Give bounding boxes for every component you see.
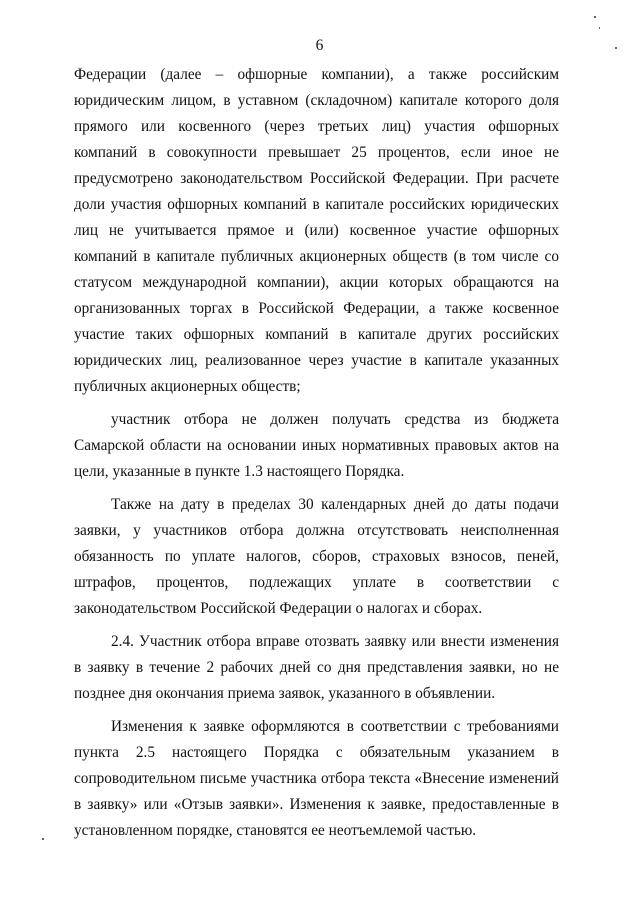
- scan-speck: [594, 16, 596, 18]
- paragraph-continuation: Федерации (далее – офшорные компании), а также российским юридическим лицом, в уставном (складочном) капитале которого доля прямого или косвенного (через третьих лиц) участия офшорных компаний в совокупности превышает 25 процентов, если иное не предусмотрено законодательством Российской Федерации. При расчете доли участия офшорных компаний в капитале российских юридических лиц не учитывается прямое и (или) косвенное участие офшорных компаний в капитале публичных акционерных обществ (в том числе со статусом международной компании), акции которых обращаются на организованных торгах в Российской Федерации, а также косвенное участие таких офшорных компаний в капитале других российских юридических лиц, реализованное через участие в капитале указанных публичных акционерных обществ;: [74, 66, 559, 395]
- scan-speck: [42, 838, 44, 840]
- paragraph-tax-obligations: Также на дату в пределах 30 календарных дней до даты подачи заявки, у участников отбора должна отсутствовать неисполненная обязанность по уплате налогов, сборов, страховых взносов, пеней, штрафов, процентов, подлежащих уплате в соответствии с законодательством Российской Федерации о налогах и сборах.: [74, 496, 559, 617]
- scan-speck: [599, 27, 600, 29]
- paragraph-2-4-withdraw-application: 2.4. Участник отбора вправе отозвать заявку или внести изменения в заявку в течение 2 рабочих дней со дня представления заявки, но не позднее дня окончания приема заявок, указанного в объявлении.: [74, 633, 559, 702]
- page-number: 6: [315, 37, 324, 54]
- document-body: [74, 62, 559, 851]
- paragraph-budget-condition: участник отбора не должен получать средства из бюджета Самарской области на основании иных нормативных правовых актов на цели, указанные в пункте 1.3 настоящего Порядка.: [74, 411, 559, 480]
- paragraph-application-changes: Изменения к заявке оформляются в соответствии с требованиями пункта 2.5 настоящего Порядка с обязательным указанием в сопроводительном письме участника отбора текста «Внесение изменений в заявку» или «Отзыв заявки». Изменения к заявке, предоставленные в установленном порядке, становятся ее неотъемлемой частью.: [74, 718, 559, 839]
- scan-speck: [615, 47, 617, 49]
